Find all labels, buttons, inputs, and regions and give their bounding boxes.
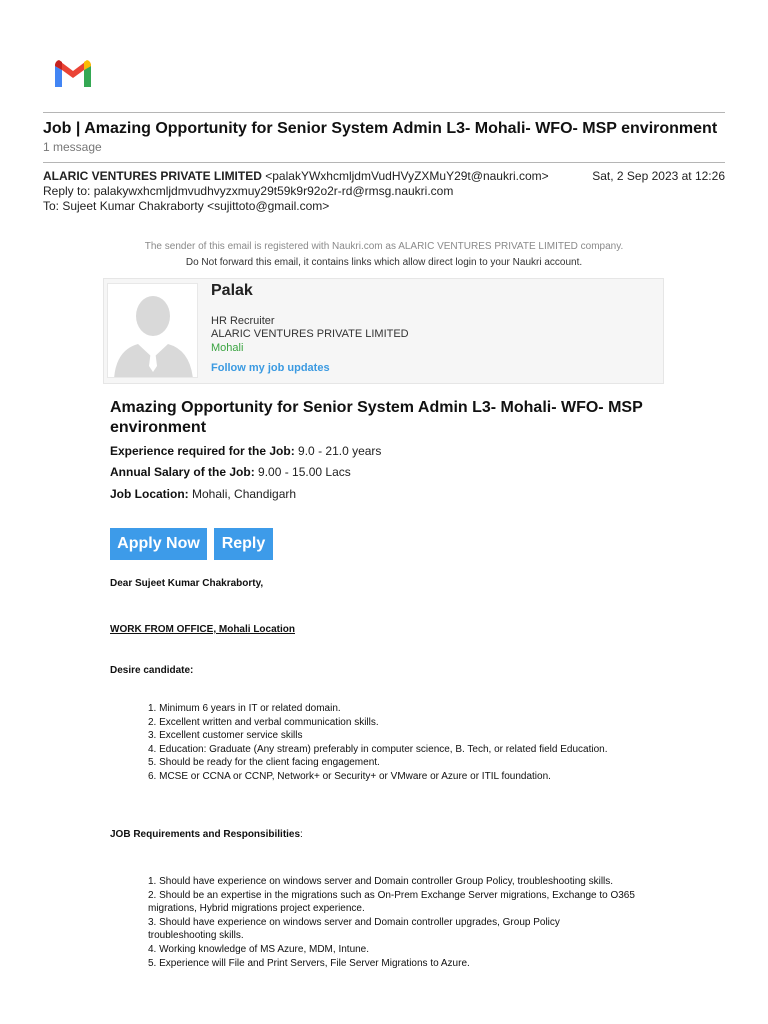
recruiter-company: ALARIC VENTURES PRIVATE LIMITED: [211, 328, 409, 340]
requirements-heading-row: [110, 829, 303, 840]
sender-name: ALARIC VENTURES PRIVATE LIMITED: [43, 169, 262, 183]
greeting: Dear Sujeet Kumar Chakraborty,: [110, 578, 264, 589]
follow-job-updates-link[interactable]: Follow my job updates: [211, 362, 330, 374]
recruiter-name: Palak: [211, 282, 253, 299]
salary-label: Annual Salary of the Job:: [110, 465, 255, 479]
work-mode: WORK FROM OFFICE, Mohali Location: [110, 624, 295, 635]
sender-notice: The sender of this email is registered with Naukri.com as ALARIC VENTURES PRIVATE LIMITED company.: [144, 241, 624, 252]
desire-heading: Desire candidate:: [110, 665, 194, 676]
sender-line: [43, 169, 549, 183]
location-row: [110, 487, 296, 501]
email-subject: Job | Amazing Opportunity for Senior System Admin L3- Mohali- WFO- MSP environment: [43, 120, 718, 137]
list-item: 1. Minimum 6 years in IT or related domain.: [148, 703, 341, 714]
list-item: 6. MCSE or CCNA or CCNP, Network+ or Security+ or VMware or Azure or ITIL foundation.: [148, 770, 551, 782]
sender-email[interactable]: <palakYWxhcmljdmVudHVyZXMuY29t@naukri.com>: [265, 169, 549, 183]
list-item: 2. Should be an expertise in the migrations such as On-Prem Exchange Server migrations, Exchange to O365 migrations, Hybrid migrations project experience.: [148, 889, 635, 915]
list-item: 1. Should have experience on windows server and Domain controller Group Policy, troubleshooting skills.: [148, 876, 614, 887]
list-item: 2. Excellent written and verbal communication skills.: [148, 716, 379, 728]
requirements-heading: JOB Requirements and Responsibilities: [110, 829, 301, 840]
experience-label: Experience required for the Job:: [110, 444, 295, 458]
requirements-list: [148, 875, 668, 970]
list-item: 4. Education: Graduate (Any stream) preferably in computer science, B. Tech, or related field Education.: [148, 743, 608, 755]
message-count: 1 message: [43, 140, 102, 154]
experience-row: [110, 444, 381, 458]
salary-row: [110, 465, 351, 479]
desire-list: [148, 702, 668, 784]
email-date: Sat, 2 Sep 2023 at 12:26: [592, 169, 725, 183]
list-item: 5. Experience will File and Print Servers, File Server Migrations to Azure.: [148, 957, 470, 969]
location-value: Mohali, Chandigarh: [188, 487, 297, 501]
recruiter-role: HR Recruiter: [211, 315, 275, 327]
header-divider: [43, 162, 725, 163]
list-item: 3. Excellent customer service skills: [148, 730, 303, 742]
list-item: 5. Should be ready for the client facing engagement.: [148, 757, 380, 769]
recruiter-location: Mohali: [211, 342, 244, 354]
location-label: Job Location:: [110, 487, 189, 501]
person-placeholder-icon: [108, 284, 198, 378]
list-item: 3. Should have experience on windows server and Domain controller upgrades, Group Policy troubleshooting skills.: [148, 916, 560, 942]
job-title: Amazing Opportunity for Senior System Admin L3- Mohali- WFO- MSP environment: [110, 399, 643, 436]
reply-to-line: Reply to: palakywxhcmljdmvudhvyzxmuy29t59k9r92o2r-rd@rmsg.naukri.com: [43, 184, 454, 198]
top-divider: [43, 112, 725, 113]
apply-now-button[interactable]: Apply Now: [110, 528, 207, 560]
gmail-icon: [52, 58, 94, 90]
reply-button[interactable]: Reply: [214, 528, 273, 560]
avatar: [107, 283, 198, 378]
to-line: To: Sujeet Kumar Chakraborty <sujittoto@gmail.com>: [43, 199, 330, 213]
requirements-colon: :: [300, 829, 303, 840]
list-item: 4. Working knowledge of MS Azure, MDM, Intune.: [148, 943, 370, 955]
salary-value: 9.00 - 15.00 Lacs: [254, 465, 351, 479]
forward-warning: Do Not forward this email, it contains links which allow direct login to your Naukri account.: [185, 257, 583, 268]
experience-value: 9.0 - 21.0 years: [294, 444, 382, 458]
